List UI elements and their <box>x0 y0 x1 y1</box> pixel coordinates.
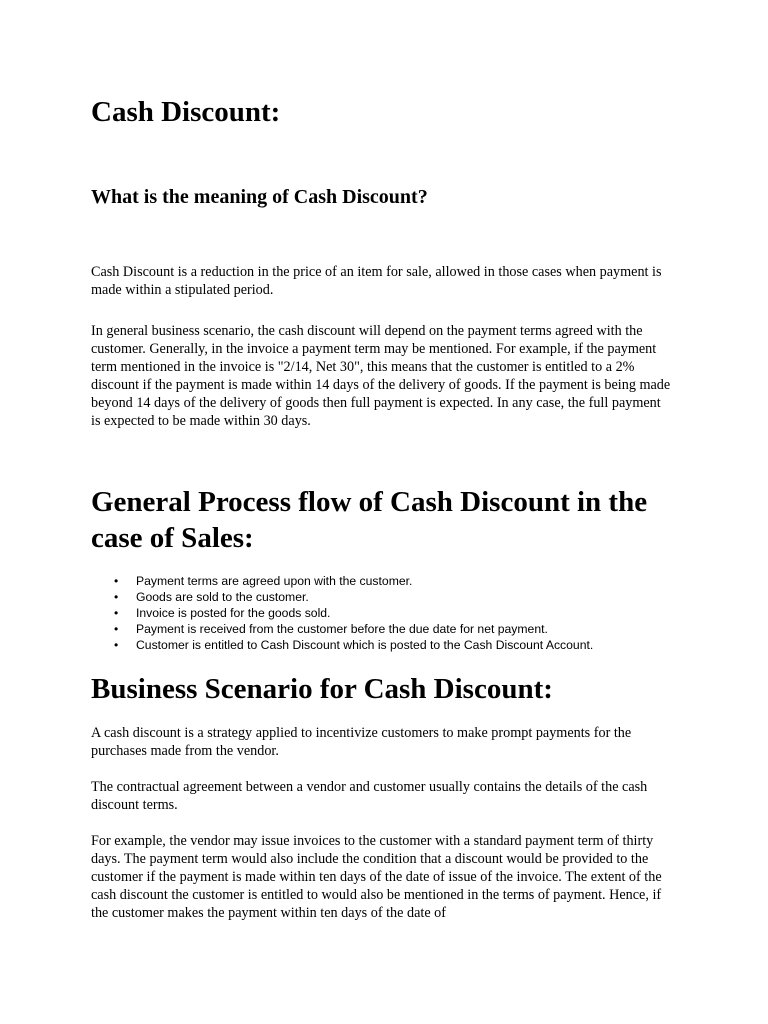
bullet-icon: • <box>114 606 119 620</box>
list-item <box>91 605 691 621</box>
business-scenario-heading: Business Scenario for Cash Discount: <box>91 673 553 705</box>
process-steps-list <box>91 573 691 653</box>
list-item <box>91 621 691 637</box>
bullet-icon: • <box>114 574 119 588</box>
scenario-paragraph-strategy: A cash discount is a strategy applied to incentivize customers to make prompt payments for the purchases made from the vendor. <box>91 725 632 759</box>
list-item-text: Customer is entitled to Cash Discount which is posted to the Cash Discount Account. <box>136 638 594 652</box>
list-item-text: Goods are sold to the customer. <box>136 590 309 604</box>
scenario-paragraph-agreement: The contractual agreement between a vendor and customer usually contains the details of the cash discount terms. <box>91 779 648 813</box>
bullet-icon: • <box>114 590 119 604</box>
question-heading: What is the meaning of Cash Discount? <box>91 186 428 208</box>
list-item-text: Invoice is posted for the goods sold. <box>136 606 331 620</box>
list-item-text: Payment is received from the customer before the due date for net payment. <box>136 622 548 636</box>
bullet-icon: • <box>114 638 119 652</box>
list-item <box>91 589 691 605</box>
list-item-text: Payment terms are agreed upon with the customer. <box>136 574 413 588</box>
intro-paragraph-definition: Cash Discount is a reduction in the price of an item for sale, allowed in those cases when payment is made within a stipulated period. <box>91 264 662 298</box>
list-item <box>91 573 691 589</box>
list-item <box>91 637 691 653</box>
page-title: Cash Discount: <box>91 96 281 128</box>
intro-paragraph-payment-terms: In general business scenario, the cash discount will depend on the payment terms agreed with the customer. Generally, in the invoice a payment term may be mentioned. For example, if the payment term mentioned in the invoice is "2/14, Net 30", this means that the customer is entitled to a 2% discount if the payment is made within 14 days of the delivery of goods. If the payment is being made beyond 14 days of the delivery of goods then full payment is expected. In any case, the full payment is expected to be made within 30 days. <box>91 323 671 429</box>
process-flow-heading: General Process flow of Cash Discount in the case of Sales: <box>91 486 648 554</box>
scenario-paragraph-example: For example, the vendor may issue invoices to the customer with a standard payment term of thirty days. The payment term would also include the condition that a discount would be provided to the customer if the payment is made within ten days of the date of issue of the invoice. The extent of the cash discount the customer is entitled to would also be mentioned in the terms of payment. Hence, if the customer makes the payment within ten days of the date of <box>91 833 662 921</box>
bullet-icon: • <box>114 622 119 636</box>
